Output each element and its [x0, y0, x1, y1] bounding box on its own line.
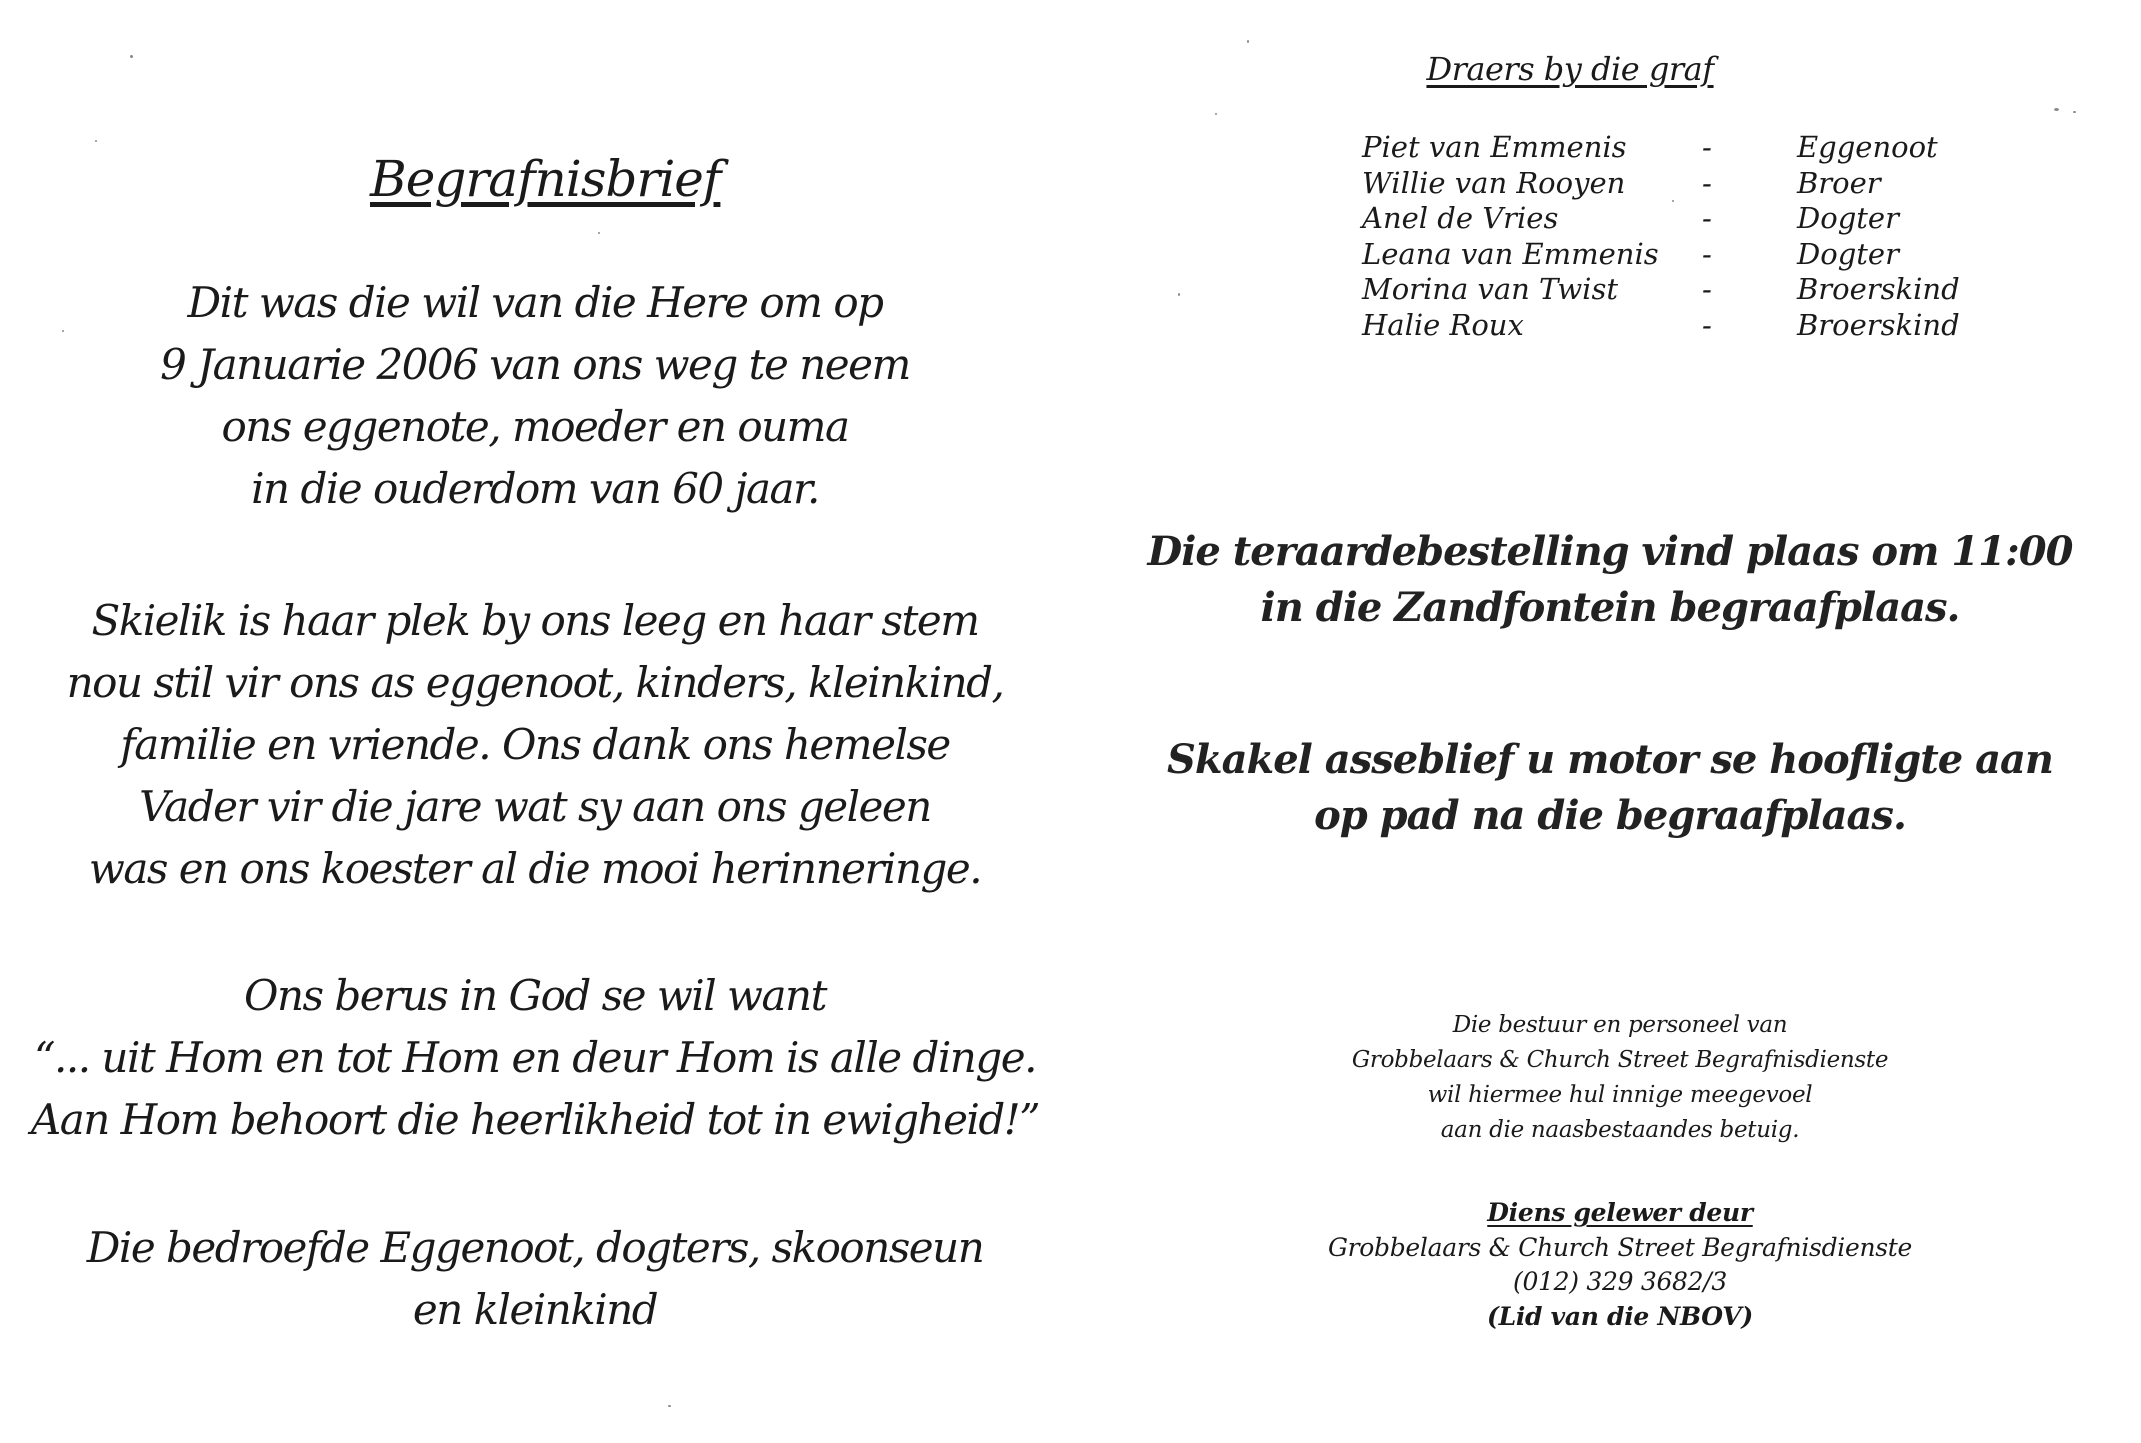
- service-phone: (012) 329 3682/3: [1513, 1267, 1727, 1296]
- text-line: en kleinkind: [412, 1285, 658, 1334]
- service-heading: Diens gelewer deur: [1487, 1198, 1753, 1227]
- scan-speck: [62, 330, 64, 332]
- pallbearer-name: Anel de Vries: [1362, 201, 1559, 235]
- pallbearer-relation: Dogter: [1797, 236, 1899, 271]
- burial-notice: [1110, 524, 2110, 636]
- scan-speck: [1247, 40, 1249, 43]
- pallbearer-relation: Eggenoot: [1797, 130, 1938, 164]
- scan-speck: [1215, 113, 1217, 115]
- remembrance-paragraph: [30, 590, 1040, 900]
- text-line: Grobbelaars & Church Street Begrafnisdienste: [1351, 1047, 1889, 1073]
- text-line: ons eggenote, moeder en ouma: [221, 402, 849, 451]
- text-line: nou stil vir ons as eggenoot, kinders, kleinkind,: [66, 658, 1004, 707]
- separator-dash: -: [1702, 165, 1712, 200]
- separator-dash: -: [1702, 236, 1712, 271]
- text-line: Dit was die wil van die Here om op: [187, 278, 883, 327]
- pallbearers-heading: Draers by die graf: [1426, 50, 1714, 88]
- headlights-notice: [1110, 732, 2110, 844]
- scan-speck: [130, 55, 133, 58]
- pallbearer-row: [1362, 166, 1962, 202]
- scan-speck: [2073, 111, 2076, 113]
- left-page: [0, 0, 1070, 1443]
- service-company: Grobbelaars & Church Street Begrafnisdienste: [1327, 1232, 1913, 1262]
- pallbearer-row: [1362, 272, 1962, 308]
- scan-speck: [95, 140, 97, 142]
- text-line: op pad na die begraafplaas.: [1314, 792, 1906, 839]
- pallbearer-row: [1362, 308, 1962, 344]
- text-line: aan die naasbestaandes betuig.: [1440, 1117, 1800, 1143]
- text-line: in die ouderdom van 60 jaar.: [251, 464, 819, 513]
- text-line: in die Zandfontein begraafplaas.: [1260, 584, 1960, 631]
- pallbearer-row: [1362, 130, 1962, 166]
- pallbearer-name: Morina van Twist: [1362, 272, 1618, 306]
- text-line: was en ons koester al die mooi herinneringe.: [88, 844, 982, 893]
- scan-speck: [1672, 200, 1674, 202]
- service-membership: (Lid van die NBOV): [1487, 1301, 1753, 1331]
- right-page: [1070, 0, 2141, 1443]
- pallbearer-name: Willie van Rooyen: [1362, 165, 1626, 200]
- scan-speck: [2054, 108, 2059, 111]
- text-line: Die teraardebestelling vind plaas om 11:00: [1147, 528, 2073, 575]
- scan-speck: [668, 1405, 671, 1407]
- text-line: Ons berus in God se wil want: [244, 971, 826, 1020]
- pallbearer-row: [1362, 237, 1962, 273]
- pallbearer-relation: Dogter: [1797, 201, 1899, 235]
- text-line: wil hiermee hul innige meegevoel: [1427, 1082, 1813, 1108]
- text-line: Die bestuur en personeel van: [1452, 1012, 1788, 1038]
- text-line: Aan Hom behoort die heerlikheid tot in ewigheid!”: [30, 1095, 1040, 1144]
- pallbearer-row: [1362, 201, 1962, 237]
- text-line: Skielik is haar plek by ons leeg en haar stem: [91, 596, 979, 645]
- announcement-paragraph: [30, 272, 1040, 520]
- pallbearers-list: [1362, 130, 1962, 343]
- pallbearer-relation: Broerskind: [1797, 307, 1960, 342]
- separator-dash: -: [1702, 307, 1712, 342]
- text-line: Die bedroefde Eggenoot, dogters, skoonseun: [86, 1223, 984, 1272]
- pallbearer-relation: Broerskind: [1797, 272, 1960, 306]
- letter-title: Begrafnisbrief: [370, 150, 721, 208]
- separator-dash: -: [1702, 130, 1712, 164]
- text-line: familie en vriende. Ons dank ons hemelse: [120, 720, 950, 769]
- pallbearer-name: Leana van Emmenis: [1362, 236, 1659, 271]
- text-line: Skakel asseblief u motor se hoofligte aan: [1167, 736, 2053, 783]
- condolence-message: [1270, 1008, 1970, 1148]
- family-signature: [30, 1217, 1040, 1341]
- separator-dash: -: [1702, 272, 1712, 306]
- text-line: Vader vir die jare wat sy aan ons geleen: [139, 782, 931, 831]
- text-line: “... uit Hom en tot Hom en deur Hom is alle dinge.: [34, 1033, 1036, 1082]
- scripture-paragraph: [30, 965, 1040, 1151]
- pallbearer-name: Piet van Emmenis: [1362, 130, 1627, 164]
- pallbearer-name: Halie Roux: [1362, 307, 1524, 342]
- pallbearer-relation: Broer: [1797, 165, 1881, 200]
- separator-dash: -: [1702, 201, 1712, 235]
- service-provider: [1270, 1196, 1970, 1334]
- scan-speck: [1178, 293, 1180, 296]
- text-line: 9 Januarie 2006 van ons weg te neem: [160, 340, 910, 389]
- scan-speck: [598, 232, 600, 234]
